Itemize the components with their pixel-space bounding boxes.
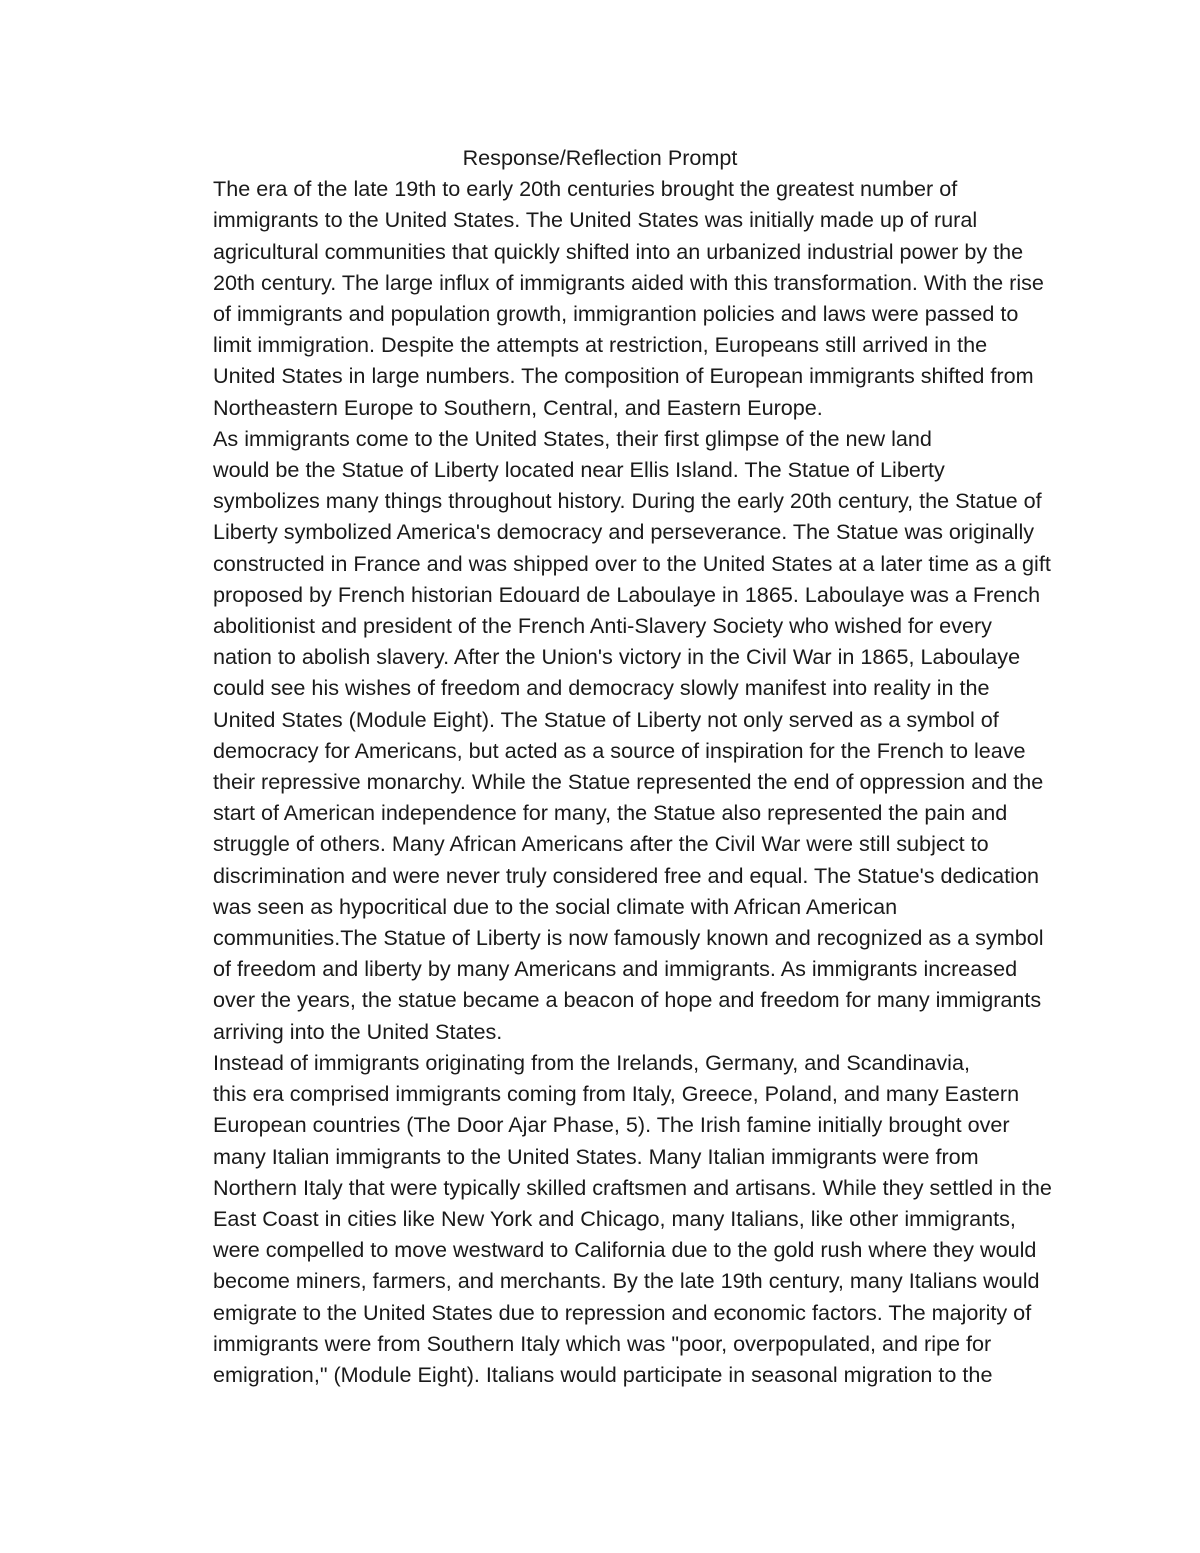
- text-line: many Italian immigrants to the United States. Many Italian immigrants were from: [213, 1143, 979, 1169]
- text-line: nation to abolish slavery. After the Union's victory in the Civil War in 1865, Laboulaye: [213, 644, 1021, 670]
- text-line: European countries (The Door Ajar Phase, 5). The Irish famine initially brought over: [213, 1112, 1010, 1138]
- text-line: abolitionist and president of the French Anti-Slavery Society who wished for every: [213, 613, 992, 639]
- text-line: struggle of others. Many African Americans after the Civil War were still subject to: [213, 831, 989, 857]
- text-line: of immigrants and population growth, immigrantion policies and laws were passed to: [213, 301, 1019, 327]
- text-line: 20th century. The large influx of immigrants aided with this transformation. With the rise: [213, 269, 1044, 295]
- text-line: democracy for Americans, but acted as a source of inspiration for the French to leave: [213, 737, 1026, 763]
- text-line: limit immigration. Despite the attempts at restriction, Europeans still arrived in the: [213, 332, 988, 358]
- text-line: start of American independence for many, the Statue also represented the pain and: [213, 800, 1008, 826]
- text-line: of freedom and liberty by many Americans and immigrants. As immigrants increased: [213, 956, 1018, 982]
- document-title: Response/Reflection Prompt: [462, 145, 738, 170]
- text-line: The era of the late 19th to early 20th centuries brought the greatest number of: [213, 176, 958, 202]
- text-line: proposed by French historian Edouard de Laboulaye in 1865. Laboulaye was a French: [213, 581, 1041, 607]
- paragraph: [141, 1047, 1059, 1390]
- document-page: [141, 142, 1059, 1390]
- text-line: Northeastern Europe to Southern, Central, and Eastern Europe.: [213, 394, 823, 420]
- text-line: United States (Module Eight). The Statue of Liberty not only served as a symbol of: [213, 706, 999, 732]
- text-line: Liberty symbolized America's democracy and perseverance. The Statue was originally: [213, 519, 1035, 545]
- text-line: emigration," (Module Eight). Italians would participate in seasonal migration to the: [213, 1361, 993, 1387]
- text-line: this era comprised immigrants coming from Italy, Greece, Poland, and many Eastern: [213, 1081, 1020, 1107]
- text-line: immigrants to the United States. The United States was initially made up of rural: [213, 207, 978, 233]
- document-body: [141, 173, 1059, 1390]
- text-line: would be the Statue of Liberty located near Ellis Island. The Statue of Liberty: [213, 457, 945, 483]
- paragraph: [141, 423, 1059, 1047]
- text-line: over the years, the statue became a beacon of hope and freedom for many immigrants: [213, 987, 1042, 1013]
- text-line: Instead of immigrants originating from the Irelands, Germany, and Scandinavia,: [213, 1049, 970, 1075]
- text-line: emigrate to the United States due to repression and economic factors. The majority of: [213, 1299, 1032, 1325]
- text-line: could see his wishes of freedom and democracy slowly manifest into reality in the: [213, 675, 990, 701]
- text-line: arriving into the United States.: [213, 1018, 503, 1044]
- text-line: United States in large numbers. The composition of European immigrants shifted from: [213, 363, 1034, 389]
- text-line: become miners, farmers, and merchants. By the late 19th century, many Italians would: [213, 1268, 1040, 1294]
- text-line: As immigrants come to the United States, their first glimpse of the new land: [213, 425, 932, 451]
- text-line: immigrants were from Southern Italy which was "poor, overpopulated, and ripe for: [213, 1330, 992, 1356]
- text-line: Northern Italy that were typically skilled craftsmen and artisans. While they settled in the: [213, 1174, 1052, 1200]
- text-line: were compelled to move westward to California due to the gold rush where they would: [213, 1237, 1037, 1263]
- text-line: agricultural communities that quickly shifted into an urbanized industrial power by the: [213, 238, 1024, 264]
- text-line: symbolizes many things throughout history. During the early 20th century, the Statue of: [213, 488, 1042, 514]
- text-line: communities.The Statue of Liberty is now famously known and recognized as a symbol: [213, 925, 1044, 951]
- text-line: their repressive monarchy. While the Statue represented the end of oppression and the: [213, 769, 1044, 795]
- text-line: constructed in France and was shipped over to the United States at a later time as a gift: [213, 550, 1051, 576]
- paragraph: [141, 173, 1059, 423]
- text-line: was seen as hypocritical due to the social climate with African American: [213, 893, 898, 919]
- text-line: East Coast in cities like New York and Chicago, many Italians, like other immigrants,: [213, 1205, 1016, 1231]
- text-line: discrimination and were never truly considered free and equal. The Statue's dedication: [213, 862, 1039, 888]
